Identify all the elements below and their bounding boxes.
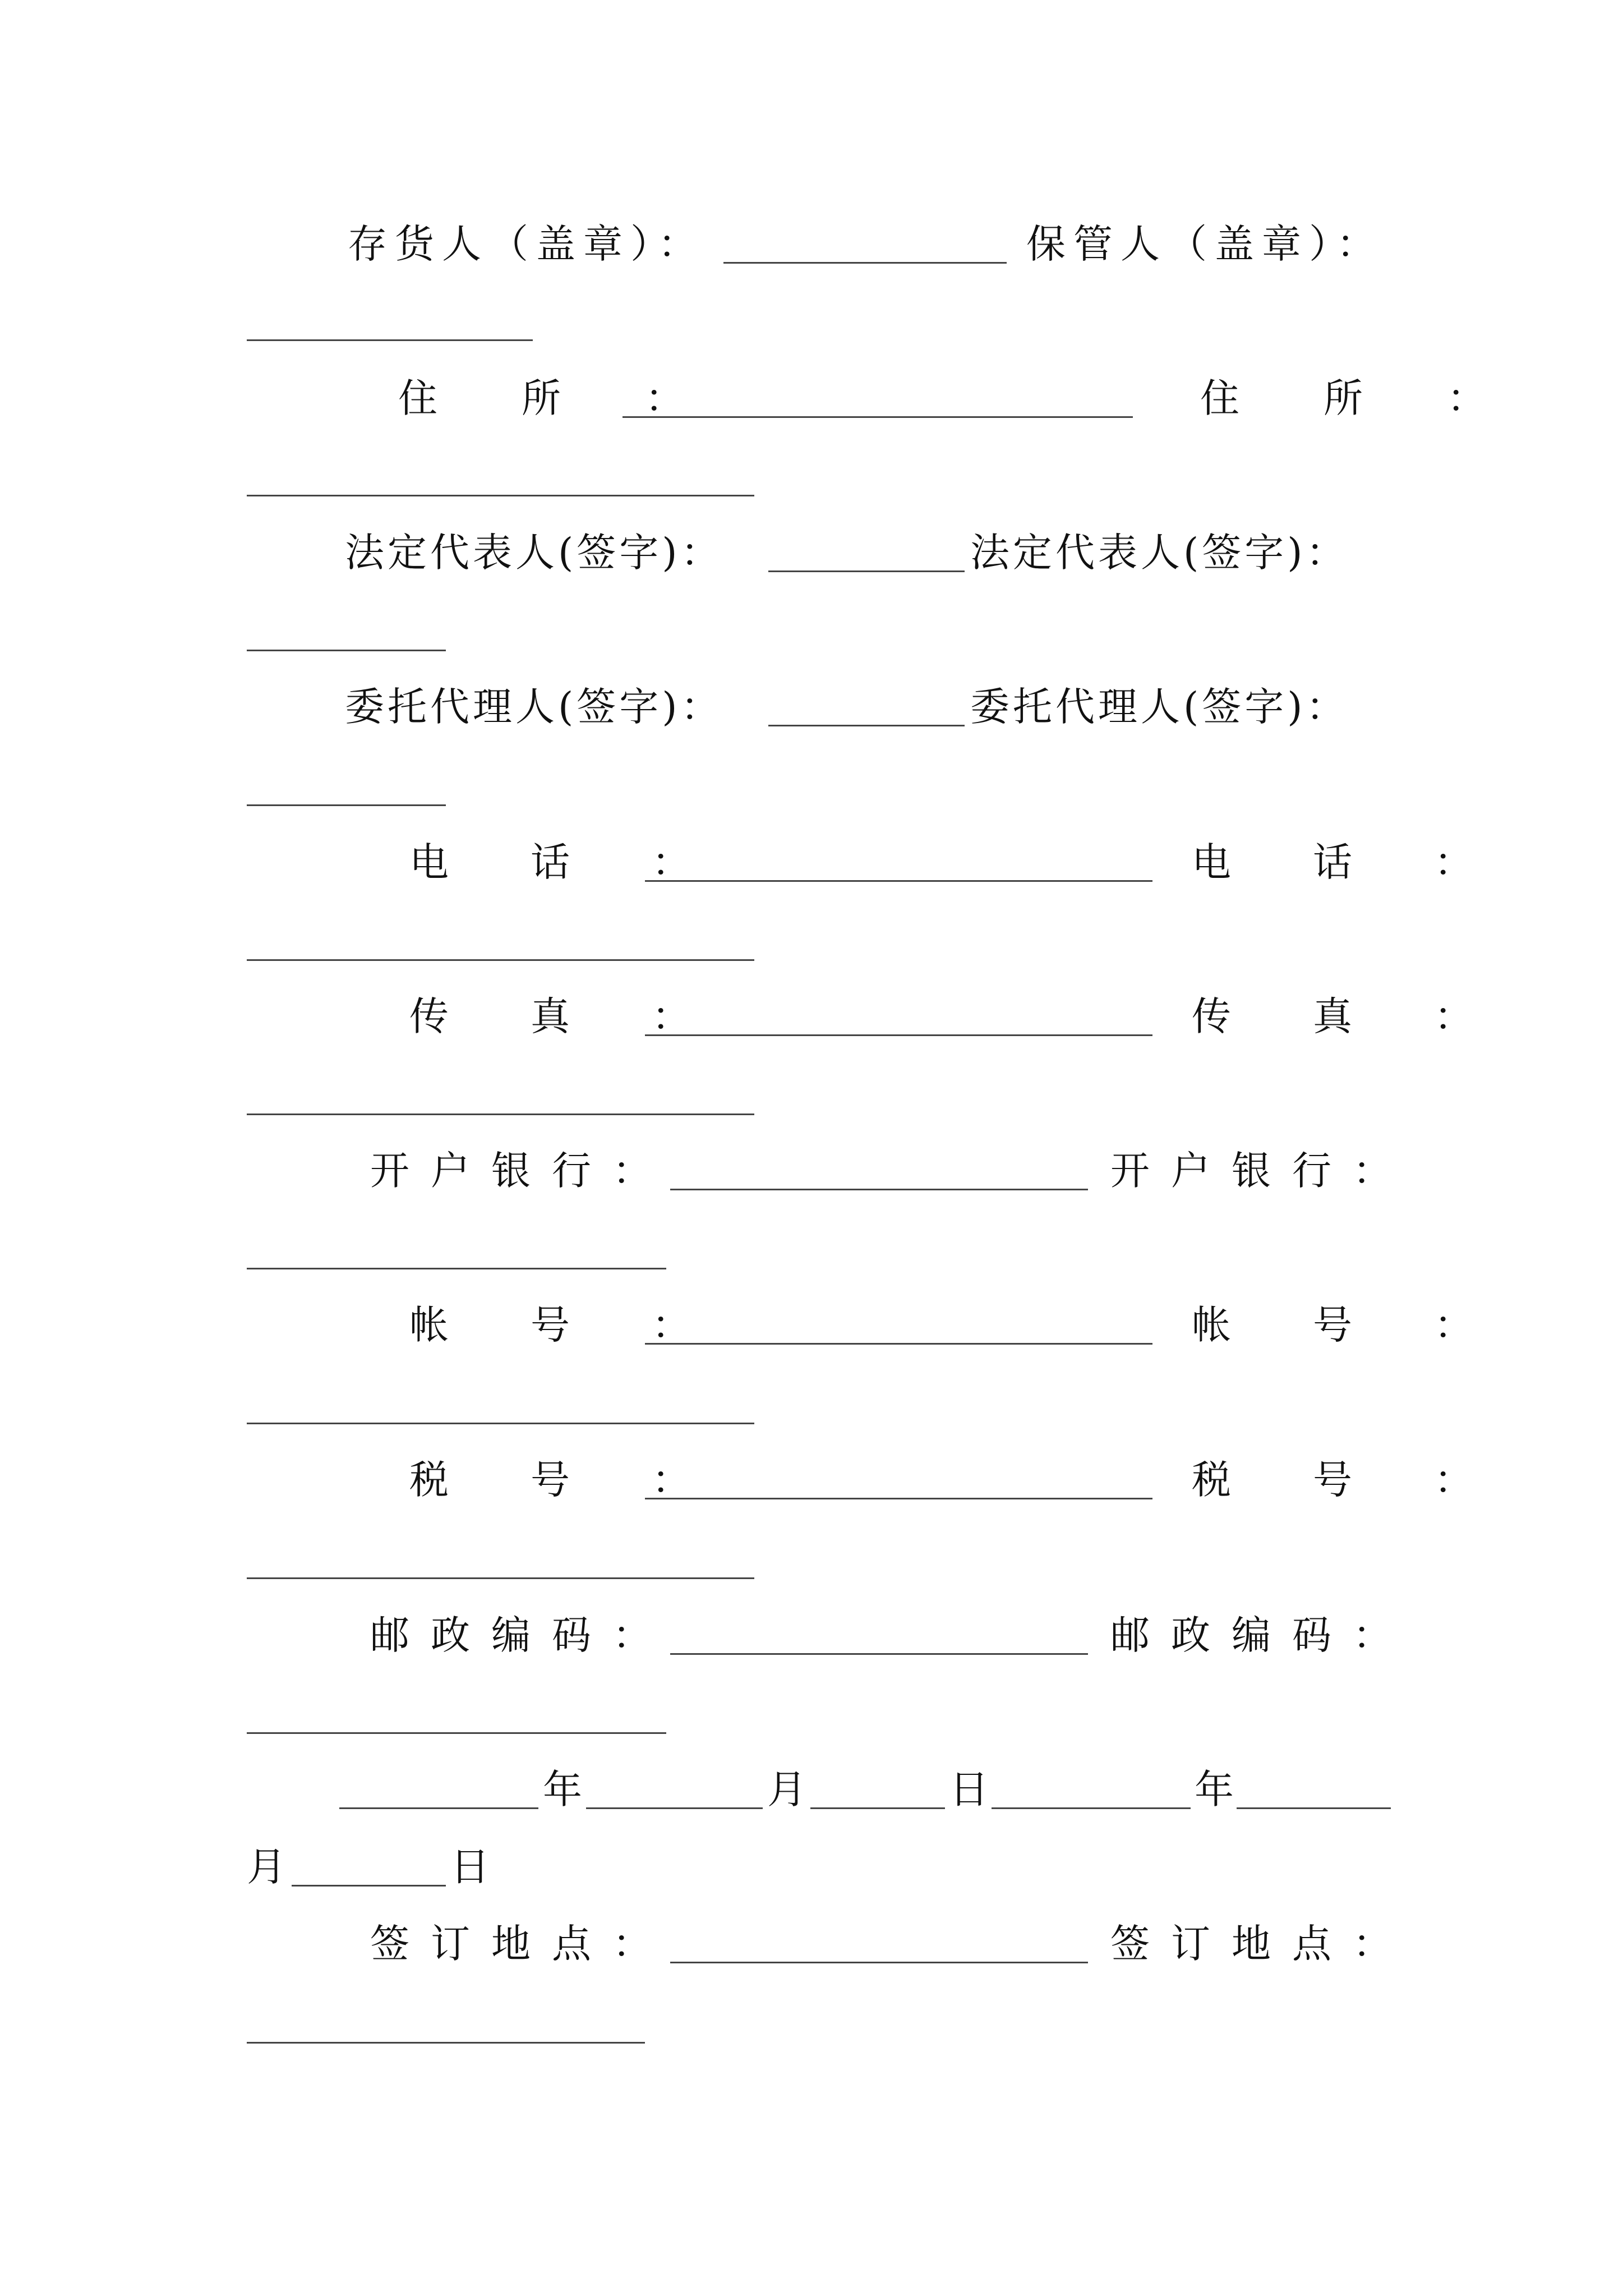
left-blank-line[interactable] <box>670 1653 1088 1655</box>
continuation-blank-line[interactable] <box>247 1732 666 1734</box>
right-label: 开户银行： <box>1110 1148 1413 1194</box>
left-blank-line[interactable] <box>623 416 1133 418</box>
month-char: 月 <box>247 1844 286 1890</box>
row-tax-number <box>0 1452 1623 1508</box>
left-blank-line[interactable] <box>645 1034 1152 1036</box>
left-label: 帐 号 ： <box>409 1302 712 1348</box>
continuation-blank-line[interactable] <box>247 1577 754 1579</box>
left-label: 传 真 ： <box>409 993 712 1039</box>
right-year-blank[interactable] <box>992 1807 1191 1809</box>
right-label: 住 所 ： <box>1200 375 1509 421</box>
row-account <box>0 1297 1623 1353</box>
month-char: 月 <box>767 1766 806 1812</box>
right-day-blank[interactable] <box>292 1885 446 1887</box>
right-label: 委托代理人(签字)： <box>970 684 1349 730</box>
day-char: 日 <box>450 1844 490 1890</box>
row-phone <box>0 834 1623 890</box>
year-char: 年 <box>1195 1766 1234 1812</box>
row-legal-representative <box>0 524 1623 581</box>
left-month-blank[interactable] <box>586 1807 763 1809</box>
right-label: 电 话 ： <box>1192 839 1495 885</box>
left-blank-line[interactable] <box>645 1498 1152 1499</box>
right-label: 帐 号 ： <box>1192 1302 1495 1348</box>
right-label: 税 号 ： <box>1192 1457 1495 1503</box>
row-postal-code <box>0 1607 1623 1663</box>
left-day-blank[interactable] <box>810 1807 945 1809</box>
left-label: 开户银行： <box>370 1148 673 1194</box>
left-blank-line[interactable] <box>723 262 1007 264</box>
right-label: 签订地点： <box>1110 1921 1413 1967</box>
row-date <box>0 1761 1623 1818</box>
left-label: 电 话 ： <box>409 839 712 885</box>
continuation-blank-line[interactable] <box>247 339 533 341</box>
left-blank-line[interactable] <box>670 1189 1088 1190</box>
left-blank-line[interactable] <box>768 570 965 572</box>
continuation-blank-line[interactable] <box>247 959 754 961</box>
right-label: 保管人（盖章）： <box>1026 221 1384 267</box>
continuation-blank-line[interactable] <box>247 650 446 651</box>
continuation-blank-line[interactable] <box>247 1423 754 1424</box>
row-fax <box>0 988 1623 1045</box>
right-label: 邮政编码： <box>1110 1612 1413 1658</box>
row-bank <box>0 1143 1623 1199</box>
left-label: 住 所 ： <box>398 375 707 421</box>
right-label: 传 真 ： <box>1192 993 1495 1039</box>
left-blank-line[interactable] <box>670 1962 1088 1963</box>
left-blank-line[interactable] <box>645 880 1152 882</box>
left-blank-line[interactable] <box>768 725 965 726</box>
left-label: 存货人（盖章）： <box>348 221 705 267</box>
left-label: 税 号 ： <box>409 1457 712 1503</box>
row-date-continued <box>0 1839 1623 1895</box>
row-signing-place <box>0 1916 1623 1972</box>
row-depositor-seal <box>0 216 1623 272</box>
left-label: 签订地点： <box>370 1921 673 1967</box>
continuation-blank-line[interactable] <box>247 2042 645 2044</box>
left-year-blank[interactable] <box>339 1807 538 1809</box>
continuation-blank-line[interactable] <box>247 1114 754 1115</box>
right-month-blank[interactable] <box>1237 1807 1391 1809</box>
day-char: 日 <box>949 1766 989 1812</box>
continuation-blank-line[interactable] <box>247 804 446 806</box>
left-label: 法定代表人(签字)： <box>345 530 723 576</box>
continuation-blank-line[interactable] <box>247 495 754 496</box>
continuation-blank-line[interactable] <box>247 1268 666 1269</box>
row-address <box>0 370 1623 426</box>
row-authorized-agent <box>0 679 1623 735</box>
left-label: 委托代理人(签字)： <box>345 684 723 730</box>
year-char: 年 <box>543 1766 582 1812</box>
left-blank-line[interactable] <box>645 1343 1152 1345</box>
right-label: 法定代表人(签字)： <box>970 530 1349 576</box>
left-label: 邮政编码： <box>370 1612 673 1658</box>
